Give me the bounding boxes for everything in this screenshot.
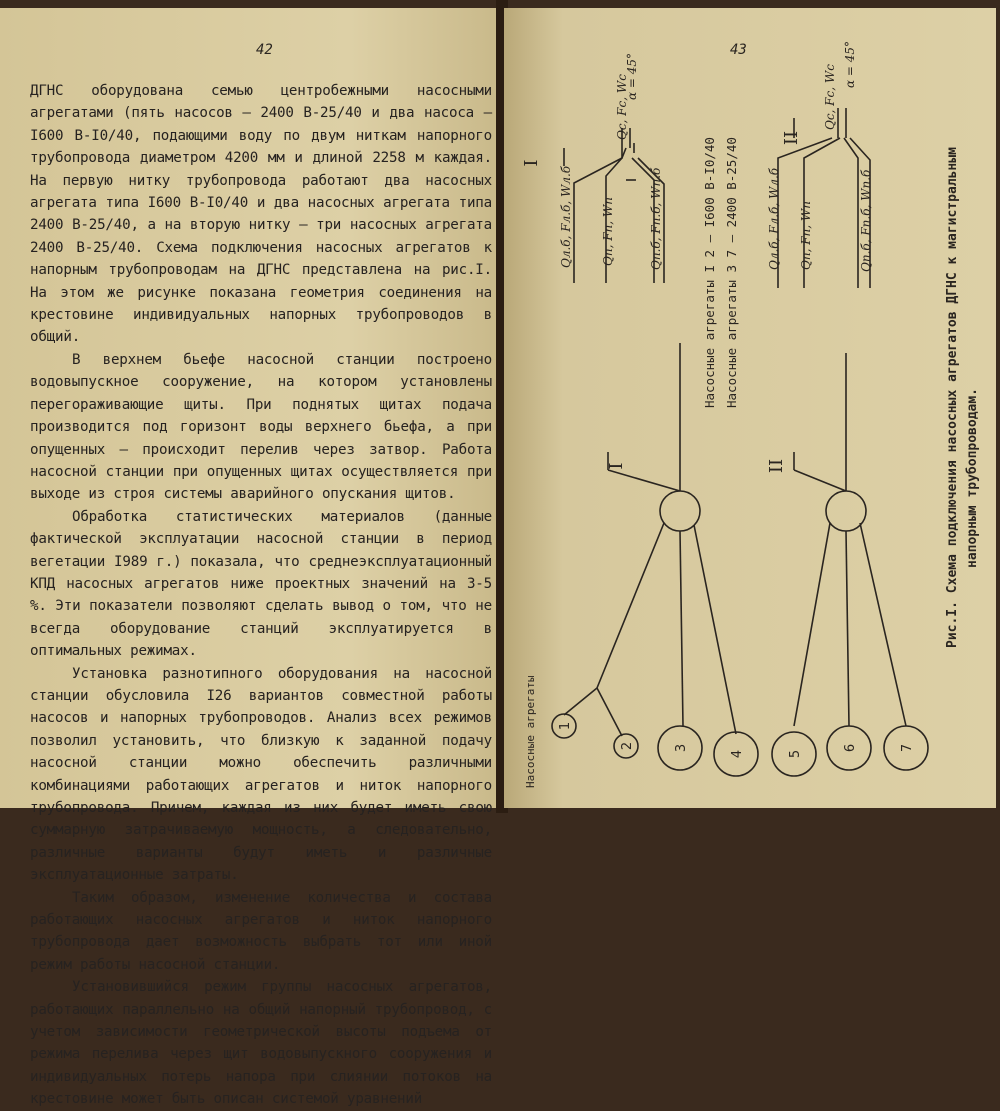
paragraph-2: В верхнем бьефе насосной станции построено водовыпускное сооружение, на котором установлены перегораживающие щиты. При поднятых щитах подача производится под горизонт воды верхнего бьефа, а при опущенных – происходит перелив через затвор. Работа насосной станции при опущенных щитах осуществляется при выходе из строя системы аварийного опускания щитов. [30, 351, 492, 503]
body-text [30, 80, 492, 1111]
pump-7-label: 7 [900, 743, 915, 753]
paragraph-6: Установившийся режим группы насосных агрегатов, работающих параллельно на общий напорный трубопровод, с учетом зависимости геометрической высоты подъема от режима перелива через щит водовыпускного сооружения и индивидуальных потерь напора при слиянии потоков на крестовине может быть описан системой уравнений [30, 979, 492, 1108]
paragraph-5: Таким образом, изменение количества и состава работающих насосных агрегатов и ниток напорного трубопровода дает возможность выбрать тот или иной режим работы насосной станции. [30, 889, 492, 973]
detail-I-label: I [521, 159, 542, 167]
left-page [0, 8, 500, 1108]
detail-II-angle: α = 45° [843, 40, 857, 88]
detail-II-q-left: Qл.б, Fл.б, Wл.б [767, 167, 781, 270]
detail-II-q-right: Qп.б, Fп.б, Wп.б [859, 169, 873, 272]
legend-line-1: Насосные агрегаты I 2 – I600 В-I0/40 [702, 137, 717, 408]
page-number-right: 43 [730, 42, 747, 58]
node-label-I: I [606, 462, 627, 470]
paragraph-4: Установка разнотипного оборудования на насосной станции обусловила I26 вариантов совместной работы насосов и напорных трубопроводов. Анализ всех режимов позволил установить, что близкую к заданной подачу насосной станции можно обеспечить различными комбинациями работающих агрегатов и ниток напорного трубопровода. Причем, каждая из них будет иметь свою суммарную затрачиваемую мощность, а следовательно, различные варианты будут иметь и различные эксплуатационные затраты. [30, 665, 492, 884]
figure-caption-line-1: Рис.I. Схема подключения насосных агрегатов ДГНС к магистральным [945, 147, 960, 648]
detail-I-q-right: Qп.б, Fп.б, Wп.б [649, 167, 663, 270]
legend-line-2: Насосные агрегаты 3 7 – 2400 В-25/40 [724, 137, 739, 408]
figure-caption-line-2: напорным трубопроводам. [965, 387, 980, 568]
pump-5-label: 5 [788, 749, 803, 759]
detail-I-angle: α = 45° [625, 52, 639, 100]
pump-connection-diagram [504, 8, 996, 808]
node-label-II: II [766, 458, 787, 474]
side-label: Насосные агрегаты [524, 675, 537, 788]
detail-I-q-out: Qс, Fс, Wс [615, 74, 629, 140]
pump-2-label: 2 [620, 741, 635, 751]
pump-1-label: 1 [558, 721, 573, 731]
pump-6-label: 6 [843, 743, 858, 753]
detail-II-q-mid: Qп, Fп, Wп [799, 201, 813, 270]
detail-II-label: II [781, 130, 802, 146]
paragraph-1: ДГНС оборудована семью центробежными насосными агрегатами (пять насосов – 2400 В-25/40 и два насоса – I600 В-I0/40, подающими воду по двум ниткам напорного трубопровода диаметром 4200 мм и длиной 2258 м каждая. На первую нитку трубопровода работают два насосных агрегата типа I600 В-I0/40 и два насосных агрегата типа 2400 В-25/40, а на вторую нитку – три насосных агрегата 2400 В-25/40. Схема подключения насосных агрегатов к напорным трубопроводам на ДГНС представлена на рис.I. На этом же рисунке показана геометрия соединения на крестовине индивидуальных напорных трубопроводов в общий. [30, 83, 492, 346]
detail-II-q-out: Qс, Fс, Wс [823, 64, 837, 130]
page-number-left: 42 [256, 42, 273, 58]
pump-3-label: 3 [674, 743, 689, 753]
right-page [504, 8, 996, 808]
detail-I-q-left: Qл.б, Fл.б, Wл.б [559, 165, 573, 268]
paragraph-3: Обработка статистических материалов (данные фактической эксплуатации насосной станции в период вегетации I989 г.) показала, что среднеэксплуатационный КПД насосных агрегатов ниже проектных значений на 3-5 %. Эти показатели позволяют сделать вывод о том, что не всегда оборудование станций эксплуатируется в оптимальных режимах. [30, 508, 492, 660]
detail-I-q-mid: Qп, Fп, Wп [601, 197, 615, 266]
pump-4-label: 4 [730, 749, 745, 759]
